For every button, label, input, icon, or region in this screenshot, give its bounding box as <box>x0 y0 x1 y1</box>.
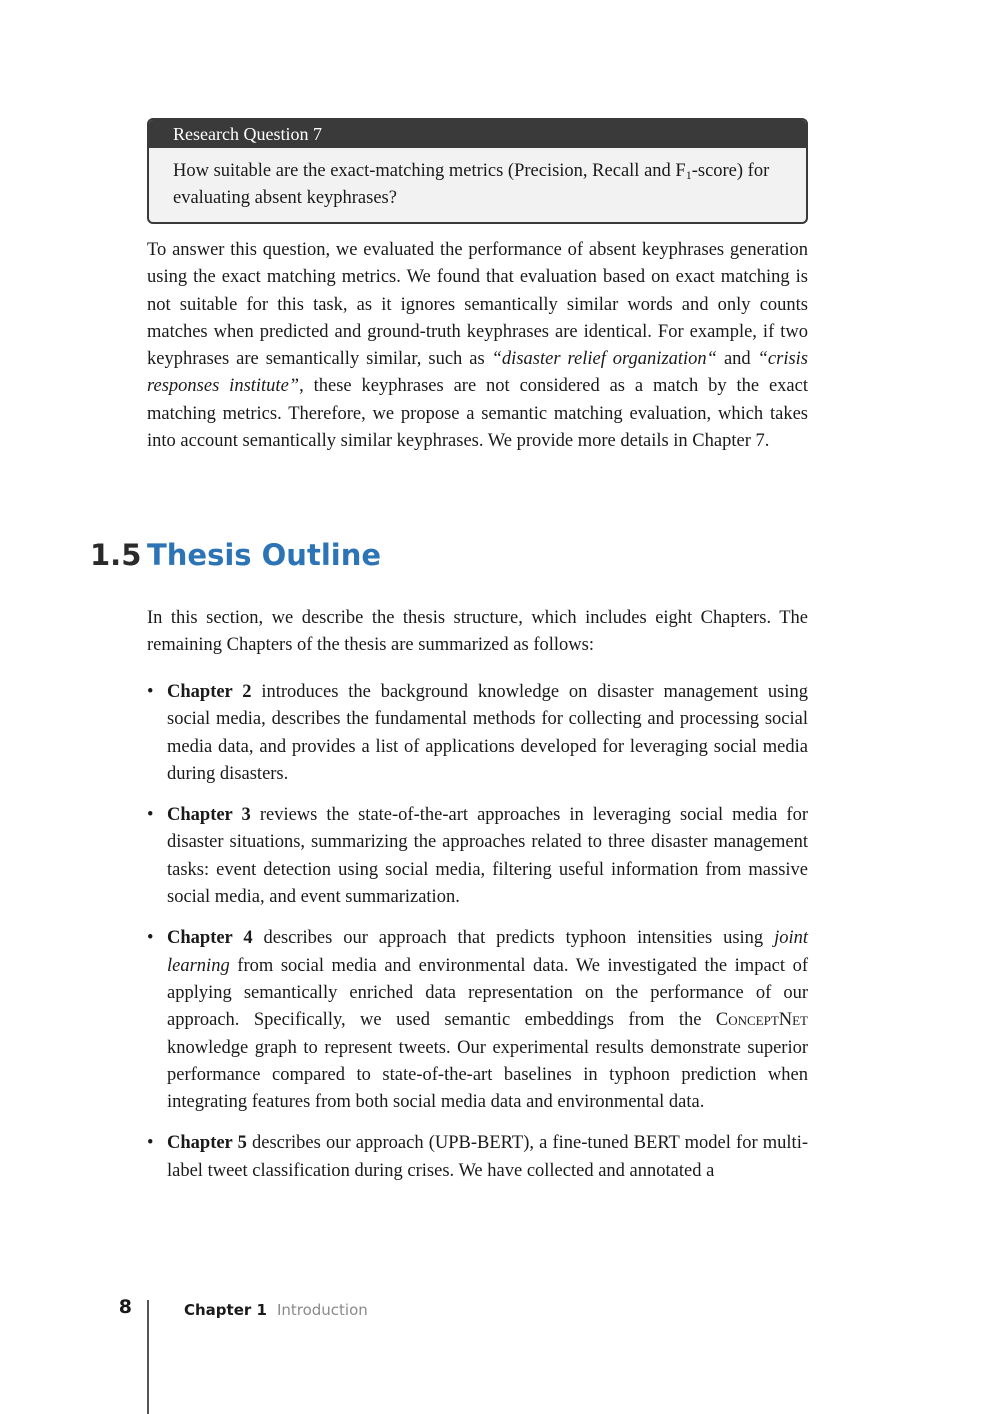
intro-paragraph: In this section, we describe the thesis structure, which includes eight Chapters. The remaining Chapters of the thesis are summarized as follows: <box>147 608 808 656</box>
research-question-header: Research Question 7 <box>149 120 806 148</box>
answer-paragraph: To answer this question, we evaluated the performance of absent keyphrases generation using the exact matching metrics. We found that evaluation based on exact matching is not suitable for this task, as it ignores semantically similar words and only counts matches when predicted and ground-truth keyphrases are identical. For example, if two keyphrases are semantically similar, such as “disaster relief organization“ and “crisis responses institute”, these keyphrases are not considered as a match by the exact matching metrics. Therefore, we propose a semantic matching evaluation, which takes into account semantically similar keyphrases. We provide more details in Chapter 7. <box>147 240 809 452</box>
running-footer <box>184 1301 368 1319</box>
bullet-icon: • <box>147 682 154 702</box>
footer-chapter-label: Chapter 1 <box>184 1301 267 1319</box>
list-item-chapter-3: • Chapter 3 reviews the state-of-the-art approaches in leveraging social media for disaster situations, summarizing the approaches related to three disaster management tasks: event detection using social media, filtering useful information from massive social media, and event summarization. <box>147 802 808 911</box>
list-item-chapter-5: • Chapter 5 describes our approach (UPB-BERT), a fine-tuned BERT model for multi-label tweet classification during crises. We have collected and annotated a <box>147 1130 808 1185</box>
bullet-icon: • <box>147 928 154 949</box>
section-number: 1.5 <box>90 538 142 572</box>
bullet-icon: • <box>147 805 154 826</box>
footer-chapter-title: Introduction <box>276 1301 368 1319</box>
section-title: Thesis Outline <box>147 538 382 572</box>
list-item-chapter-2: • Chapter 2 introduces the background knowledge on disaster management using social media, describes the fundamental methods for collecting and processing social media data, and provides a list of applications developed for leveraging social media during disasters. <box>147 679 808 788</box>
bullet-icon: • <box>147 1133 154 1154</box>
page-number: 8 <box>118 1296 132 1318</box>
research-question-text: How suitable are the exact-matching metrics (Precision, Recall and $F_1-score$) for evaluating absent keyphrases? <box>173 161 770 208</box>
footer-divider <box>147 1300 149 1414</box>
chapter-list <box>147 679 808 1199</box>
list-item-chapter-4: • Chapter 4 describes our approach that predicts typhoon intensities using joint learning from social media and environmental data. We investigated the impact of applying semantically enriched data representation on the performance of our approach. Specifically, we used semantic embeddings from the ConceptNet knowledge graph to represent tweets. Our experimental results demonstrate superior performance compared to state-of-the-art baselines in typhoon prediction when integrating features from both social media data and environmental data. <box>147 925 808 1116</box>
research-question-box <box>147 118 808 224</box>
section-heading <box>90 535 381 575</box>
